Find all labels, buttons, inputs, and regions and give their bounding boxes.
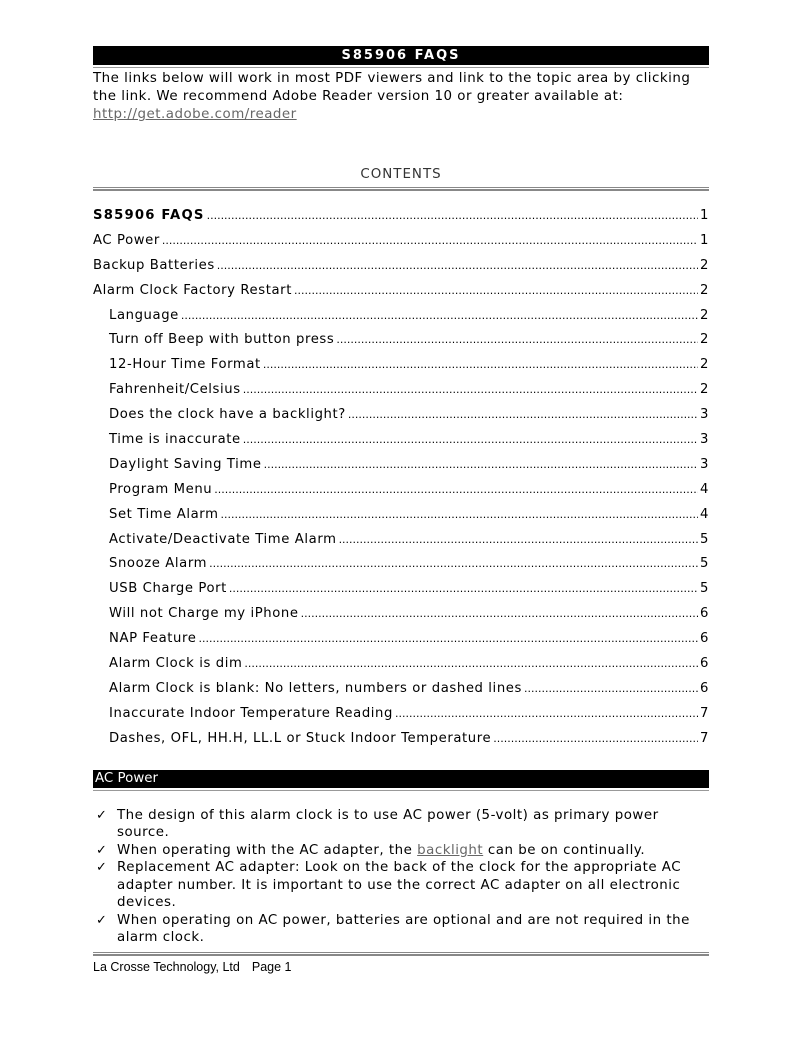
toc-label: NAP Feature	[109, 631, 197, 647]
toc-label: Turn off Beep with button press	[109, 332, 335, 348]
toc-label: Alarm Clock is dim	[109, 656, 243, 672]
footer-divider	[93, 952, 709, 956]
bullet-text: When operating with the AC adapter, the	[117, 842, 418, 858]
ac-power-heading: AC Power	[93, 770, 709, 788]
toc-page: 2	[700, 282, 709, 298]
toc-page: 6	[700, 656, 709, 672]
toc-item-daylight-saving[interactable]	[93, 453, 709, 478]
toc-item-clock-dim[interactable]	[93, 652, 709, 677]
toc-item-backup-batteries[interactable]	[93, 254, 709, 279]
toc-page: 5	[700, 556, 709, 572]
toc-item-iphone-charge[interactable]	[93, 602, 709, 627]
toc-page: 2	[700, 332, 709, 348]
toc-item-12-hour-format[interactable]	[93, 353, 709, 378]
toc-label: Backup Batteries	[93, 257, 215, 273]
toc-label: Will not Charge my iPhone	[109, 606, 299, 622]
ac-power-list	[93, 807, 709, 947]
toc-item-factory-restart[interactable]	[93, 279, 709, 304]
bullet-text: can be on continually.	[483, 842, 646, 858]
toc-page: 2	[700, 382, 709, 398]
section-divider	[93, 788, 709, 791]
toc-item-set-time-alarm[interactable]	[93, 503, 709, 528]
footer-company: La Crosse Technology, Ltd	[93, 960, 240, 974]
contents-divider	[93, 187, 709, 191]
toc-label: Does the clock have a backlight?	[109, 407, 346, 423]
toc-page: 1	[700, 208, 709, 223]
toc-page: 7	[700, 730, 709, 746]
toc-item-s85906-faqs[interactable]	[93, 204, 709, 229]
checkmark-icon: ✓	[96, 807, 108, 823]
toc-item-nap-feature[interactable]	[93, 627, 709, 652]
toc-page: 5	[700, 581, 709, 597]
toc-label: Daylight Saving Time	[109, 456, 262, 472]
toc-page: 6	[700, 606, 709, 622]
footer-page-number: Page 1	[251, 960, 292, 974]
backlight-link[interactable]: backlight	[417, 842, 484, 858]
toc-item-program-menu[interactable]	[93, 478, 709, 503]
page-footer	[93, 960, 291, 974]
page-title: S85906 FAQS	[93, 46, 709, 65]
toc-page: 7	[700, 705, 709, 721]
toc-page: 3	[700, 432, 709, 448]
toc-item-snooze-alarm[interactable]	[93, 552, 709, 577]
toc-label: Time is inaccurate	[109, 432, 241, 448]
toc-label: Activate/Deactivate Time Alarm	[109, 531, 337, 547]
toc-item-backlight[interactable]	[93, 403, 709, 428]
toc-label: Set Time Alarm	[109, 506, 219, 522]
toc-label: Alarm Clock is blank: No letters, numbers or dashed lines	[109, 680, 522, 696]
toc-label: Snooze Alarm	[109, 556, 208, 572]
toc-item-time-inaccurate[interactable]	[93, 428, 709, 453]
title-divider	[93, 65, 709, 68]
contents-heading: CONTENTS	[360, 167, 442, 182]
list-item	[93, 807, 709, 842]
toc-label: S85906 FAQS	[93, 208, 205, 223]
toc-item-turn-off-beep[interactable]	[93, 328, 709, 353]
checkmark-icon: ✓	[96, 912, 108, 928]
toc-label: AC Power	[93, 232, 160, 248]
toc-item-language[interactable]	[93, 304, 709, 329]
toc-label: USB Charge Port	[109, 581, 227, 597]
bullet-text: The design of this alarm clock is to use AC power (5-volt) as primary power source.	[117, 807, 659, 841]
toc-page: 3	[700, 456, 709, 472]
toc-item-dashes-ofl[interactable]	[93, 727, 709, 752]
list-item	[93, 859, 709, 912]
toc-item-ac-power[interactable]	[93, 229, 709, 254]
toc-item-indoor-temp-reading[interactable]	[93, 702, 709, 727]
intro-paragraph	[93, 70, 709, 124]
toc-label: Dashes, OFL, HH.H, LL.L or Stuck Indoor Temperature	[109, 730, 492, 746]
toc-label: Inaccurate Indoor Temperature Reading	[109, 705, 393, 721]
toc-item-fahrenheit-celsius[interactable]	[93, 378, 709, 403]
checkmark-icon: ✓	[96, 860, 108, 876]
intro-text: The links below will work in most PDF viewers and link to the topic area by clicking the link. We recommend Adobe Reader version 10 or greater available at:	[93, 71, 691, 104]
table-of-contents	[93, 204, 709, 752]
list-item	[93, 842, 709, 860]
toc-item-activate-alarm[interactable]	[93, 528, 709, 553]
bullet-text: When operating on AC power, batteries are optional and are not required in the alarm clock.	[117, 912, 690, 946]
checkmark-icon: ✓	[96, 842, 108, 858]
page-content	[93, 46, 709, 947]
toc-page: 2	[700, 357, 709, 373]
toc-page: 3	[700, 407, 709, 423]
toc-item-usb-charge-port[interactable]	[93, 577, 709, 602]
bullet-text: Replacement AC adapter: Look on the back of the clock for the appropriate AC adapter number. It is important to use the correct AC adapter on all electronic devices.	[117, 860, 682, 911]
adobe-reader-link[interactable]: http://get.adobe.com/reader	[93, 107, 297, 122]
toc-page: 2	[700, 307, 709, 323]
toc-page: 1	[700, 232, 709, 248]
toc-page: 4	[700, 481, 709, 497]
toc-page: 4	[700, 506, 709, 522]
toc-label: 12-Hour Time Format	[109, 357, 261, 373]
toc-page: 6	[700, 680, 709, 696]
toc-label: Fahrenheit/Celsius	[109, 382, 241, 398]
toc-page: 6	[700, 631, 709, 647]
toc-label: Language	[109, 307, 179, 323]
toc-item-clock-blank[interactable]	[93, 677, 709, 702]
toc-label: Program Menu	[109, 481, 213, 497]
toc-page: 2	[700, 257, 709, 273]
toc-page: 5	[700, 531, 709, 547]
list-item	[93, 912, 709, 947]
toc-label: Alarm Clock Factory Restart	[93, 282, 292, 298]
